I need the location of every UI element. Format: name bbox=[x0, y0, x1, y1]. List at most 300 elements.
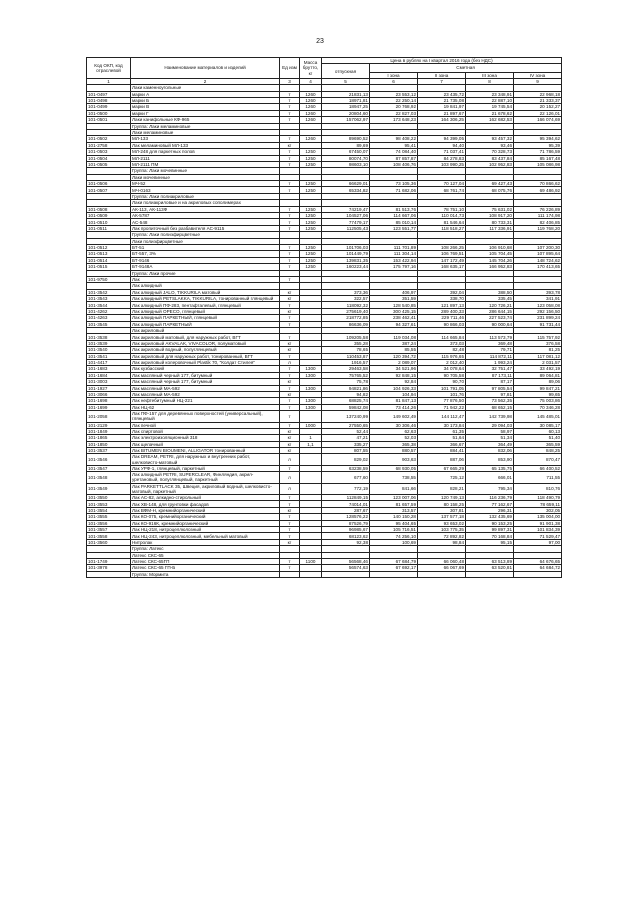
cell-zone-4-price: 95,39 bbox=[514, 142, 562, 148]
cell-zone-2-price: 94,40 bbox=[418, 142, 466, 148]
cell-zone-2-price: 51,64 bbox=[418, 435, 466, 441]
cell-name: МЛ-2111 ПМ bbox=[131, 161, 280, 167]
cell-zone-2-price: 828,21 bbox=[418, 483, 466, 494]
cell-zone-3-price: 87 173,11 bbox=[466, 372, 514, 378]
cell-name: МЧ-0163 bbox=[131, 187, 280, 193]
cell-zone-4-price: 711,55 bbox=[514, 472, 562, 483]
cell-code: 101-3550 bbox=[87, 495, 131, 501]
cell-unit: л bbox=[280, 472, 300, 483]
cell-zone-3-price: 99 897,31 bbox=[466, 527, 514, 533]
cell-zone-1-price: 23 553,12 bbox=[370, 91, 418, 97]
cell-unit: кг bbox=[280, 428, 300, 434]
cell-zone-2-price: 19 841,97 bbox=[418, 104, 466, 110]
cell-zone-2-price: 115 976,65 bbox=[418, 353, 466, 359]
cell-zone-4-price: 2 031,57 bbox=[514, 360, 562, 366]
cell-mass: 1,1 bbox=[300, 441, 322, 447]
cell-unit: кг bbox=[280, 435, 300, 441]
cell-name: Лак алкидный JALO, TIKKURILA матовый bbox=[131, 289, 280, 295]
table-body bbox=[87, 85, 562, 578]
cell-name: Лак спиртовой bbox=[131, 428, 280, 434]
cell-zone-4-price: 89,06 bbox=[514, 379, 562, 385]
cell-code: 101-3547 bbox=[87, 465, 131, 471]
cell-name: Лак масляный черный 177, битумный bbox=[131, 379, 280, 385]
cell-zone-2-price: 289 400,33 bbox=[418, 308, 466, 314]
cell-release-price: 807,55 bbox=[322, 448, 370, 454]
cell-zone-3-price: 65 135,75 bbox=[466, 465, 514, 471]
cell-zone-1-price: 95,41 bbox=[370, 142, 418, 148]
cell-zone-1-price: 74 256,10 bbox=[370, 533, 418, 539]
cell-code: 101-0498 bbox=[87, 97, 131, 103]
cell-zone-2-price: 23 435,72 bbox=[418, 91, 466, 97]
cell-zone-3-price: 114 872,11 bbox=[466, 353, 514, 359]
cell-code: 101-3542 bbox=[87, 289, 131, 295]
cell-unit: т bbox=[280, 465, 300, 471]
cell-zone-3-price: 77 162,67 bbox=[466, 501, 514, 507]
cell-zone-3-price: 63 520,81 bbox=[466, 565, 514, 571]
cell-zone-4-price: 70 346,28 bbox=[514, 404, 562, 410]
page-number: 23 bbox=[316, 38, 324, 45]
cell-zone-3-price bbox=[466, 571, 514, 577]
cell-zone-3-price: 120 726,21 bbox=[466, 302, 514, 308]
cell-zone-2-price: 78 751,10 bbox=[418, 206, 466, 212]
cell-zone-3-price: 106 910,68 bbox=[466, 244, 514, 250]
cell-zone-1-price: 111 701,89 bbox=[370, 244, 418, 250]
cell-zone-3-price: 666,01 bbox=[466, 472, 514, 483]
cell-unit: т bbox=[280, 276, 300, 282]
cell-zone-4-price: 101 834,39 bbox=[514, 527, 562, 533]
table-row bbox=[87, 454, 562, 465]
cell-unit: т bbox=[280, 321, 300, 327]
cell-name: Лак масляный МА-592 bbox=[131, 385, 280, 391]
cell-zone-2-price: 103 990,25 bbox=[418, 161, 466, 167]
cell-zone-4-price: 51,40 bbox=[514, 435, 562, 441]
cell-name: Лаки полиэфирцветные bbox=[131, 238, 280, 244]
cell-unit: т bbox=[280, 334, 300, 340]
cell-zone-2-price: 229 711,46 bbox=[418, 315, 466, 321]
cell-name: БТ-51 bbox=[131, 244, 280, 250]
cell-zone-2-price: 90,70 bbox=[418, 379, 466, 385]
cell-zone-3-price: 335,45 bbox=[466, 296, 514, 302]
cell-zone-3-price: 162 682,53 bbox=[466, 117, 514, 123]
cell-mass: 1260 bbox=[300, 136, 322, 142]
cell-name: Лак алкидный ПАРКЕТНЫЙ, глянцевый bbox=[131, 315, 280, 321]
cell-name: Группа: Лаки меламиновые bbox=[131, 123, 280, 129]
cell-zone-1-price: 52,03 bbox=[370, 435, 418, 441]
table-header bbox=[87, 58, 562, 85]
cell-release-price: 137240,99 bbox=[322, 411, 370, 422]
cell-name: Лаки меламиновые bbox=[131, 129, 280, 135]
header-release: отпускная bbox=[322, 64, 370, 79]
cell-zone-1-price: 100,69 bbox=[370, 539, 418, 545]
cell-unit: т bbox=[280, 97, 300, 103]
table-row bbox=[87, 571, 562, 577]
cell-zone-2-price: 94 399,05 bbox=[418, 136, 466, 142]
cell-release-price: 21831,13 bbox=[322, 91, 370, 97]
cell-release-price: 98603,10 bbox=[322, 161, 370, 167]
cell-unit: т bbox=[280, 136, 300, 142]
cell-zone-3-price: 93,46 bbox=[466, 142, 514, 148]
cell-zone-3-price: 388,50 bbox=[466, 289, 514, 295]
cell-unit: т bbox=[280, 302, 300, 308]
cell-code: 101-4263 bbox=[87, 315, 131, 321]
cell-zone-4-price: 69 486,92 bbox=[514, 187, 562, 193]
cell-zone-1-price: 119 034,08 bbox=[370, 334, 418, 340]
cell-zone-2-price: 121 897,13 bbox=[418, 302, 466, 308]
cell-zone-1-price: 2 089,07 bbox=[370, 360, 418, 366]
cell-zone-4-price: 21 333,37 bbox=[514, 97, 562, 103]
col-index: 5 bbox=[322, 79, 370, 85]
cell-zone-1-price: 87 857,87 bbox=[370, 155, 418, 161]
cell-code: 101-3540 bbox=[87, 347, 131, 353]
cell-zone-1-price: 95 404,65 bbox=[370, 520, 418, 526]
cell-zone-4-price: 99 847,21 bbox=[514, 385, 562, 391]
cell-code: 101-1849 bbox=[87, 428, 131, 434]
cell-release-price: 27550,65 bbox=[322, 422, 370, 428]
cell-code: 101-2058 bbox=[87, 411, 131, 422]
cell-zone-2-price: 307,81 bbox=[418, 507, 466, 513]
cell-zone-1-price: 22 827,03 bbox=[370, 110, 418, 116]
cell-zone-1-price: 387,24 bbox=[370, 340, 418, 346]
cell-zone-4-price: 170 413,65 bbox=[514, 264, 562, 270]
cell-zone-1-price: 111 304,14 bbox=[370, 251, 418, 257]
cell-zone-2-price: 71 942,22 bbox=[418, 404, 466, 410]
cell-zone-3-price: 145 704,26 bbox=[466, 257, 514, 263]
cell-name: Латекс СКС-65 bbox=[131, 552, 280, 558]
cell-unit: т bbox=[280, 104, 300, 110]
cell-name: Лак нефтебитумный НЦ-221 bbox=[131, 398, 280, 404]
cell-zone-4-price: 123 058,08 bbox=[514, 302, 562, 308]
cell-release-price: 322,57 bbox=[322, 296, 370, 302]
cell-zone-3-price: 68 075,76 bbox=[466, 187, 514, 193]
cell-release-price: 18971,81 bbox=[322, 97, 370, 103]
cell-zone-2-price: 90 705,58 bbox=[418, 372, 466, 378]
cell-release-price: 101449,79 bbox=[322, 251, 370, 257]
cell-zone-4-price: 30 085,17 bbox=[514, 422, 562, 428]
cell-unit: кг bbox=[280, 347, 300, 353]
cell-zone-1-price: 140 150,28 bbox=[370, 514, 418, 520]
cell-zone-1-price: 34 521,96 bbox=[370, 366, 418, 372]
cell-zone-2-price: 67 665,29 bbox=[418, 465, 466, 471]
cell-release-price: 29463,58 bbox=[322, 366, 370, 372]
cell-name: Лак щелачный bbox=[131, 441, 280, 447]
cell-unit: т bbox=[280, 385, 300, 391]
cell-unit: т bbox=[280, 110, 300, 116]
cell-name: Лак НЦ-62 bbox=[131, 404, 280, 410]
cell-name: Группа: Латекс bbox=[131, 546, 280, 552]
cell-zone-3-price: 93 457,32 bbox=[466, 136, 514, 142]
cell-code: 101-0497 bbox=[87, 91, 131, 97]
cell-code: 101-4417 bbox=[87, 360, 131, 366]
col-index: 8 bbox=[466, 79, 514, 85]
cell-mass bbox=[300, 483, 322, 494]
col-index: 7 bbox=[418, 79, 466, 85]
cell-code: 101-0502 bbox=[87, 136, 131, 142]
cell-zone-2-price: 72 892,82 bbox=[418, 533, 466, 539]
cell-unit: т bbox=[280, 533, 300, 539]
cell-release-price: 275619,40 bbox=[322, 308, 370, 314]
cell-code: 101-3557 bbox=[87, 527, 131, 533]
cell-zone-1-price: 175 797,16 bbox=[370, 264, 418, 270]
cell-zone-4-price: 135 004,00 bbox=[514, 514, 562, 520]
cell-unit: т bbox=[280, 501, 300, 507]
cell-code: 101-4262 bbox=[87, 308, 131, 314]
cell-code: 101-1749 bbox=[87, 559, 131, 565]
cell-name: Лак акриловый bbox=[131, 328, 280, 334]
cell-name: Группа: Лаки полиэфирцветные bbox=[131, 232, 280, 238]
cell-code: 101-0515 bbox=[87, 264, 131, 270]
cell-zone-1-price: 67 684,79 bbox=[370, 559, 418, 565]
cell-zone-2-price bbox=[418, 571, 466, 577]
cell-zone-3-price: 296,31 bbox=[466, 507, 514, 513]
cell-name: марки А bbox=[131, 91, 280, 97]
cell-zone-4-price: 22 968,18 bbox=[514, 91, 562, 97]
cell-code: 101-3544 bbox=[87, 302, 131, 308]
cell-code: 101-1850 bbox=[87, 441, 131, 447]
cell-unit: т bbox=[280, 372, 300, 378]
cell-unit: т bbox=[280, 244, 300, 250]
cell-unit: кг bbox=[280, 448, 300, 454]
cell-zone-4-price: 292 156,50 bbox=[514, 308, 562, 314]
cell-zone-1-price: 73 414,26 bbox=[370, 404, 418, 410]
cell-mass bbox=[300, 571, 322, 577]
cell-mass bbox=[300, 454, 322, 465]
cell-name: Лак печной bbox=[131, 422, 280, 428]
cell-zone-3-price: 97,81 bbox=[466, 391, 514, 397]
cell-mass: 1250 bbox=[300, 187, 322, 193]
col-index: 6 bbox=[370, 79, 418, 85]
cell-zone-4-price: 870,47 bbox=[514, 454, 562, 465]
cell-zone-1-price: 173 648,23 bbox=[370, 117, 418, 123]
cell-zone-1-price: 120 394,72 bbox=[370, 353, 418, 359]
cell-code: 101-0508 bbox=[87, 206, 131, 212]
cell-release-price: 78,65 bbox=[322, 347, 370, 353]
cell-zone-3-price: 79,71 bbox=[466, 347, 514, 353]
cell-zone-3-price: 95,15 bbox=[466, 539, 514, 545]
cell-zone-2-price: 366,67 bbox=[418, 441, 466, 447]
cell-name: БТ-557, 3% bbox=[131, 251, 280, 257]
col-index: 4 bbox=[300, 79, 322, 85]
cell-zone-3-price: 108 917,20 bbox=[466, 213, 514, 219]
cell-zone-3-price: 87,17 bbox=[466, 379, 514, 385]
cell-zone-4-price: 105 086,98 bbox=[514, 161, 562, 167]
cell-name: Лаки полиакриловые и на акриловых сополимерах bbox=[131, 200, 280, 206]
cell-zone-1-price: 406,97 bbox=[370, 289, 418, 295]
cell-unit: т bbox=[280, 404, 300, 410]
cell-zone-3-price: 23 348,91 bbox=[466, 91, 514, 97]
table-row bbox=[87, 472, 562, 483]
cell-zone-4-price: 107 895,64 bbox=[514, 251, 562, 257]
cell-mass: 1250 bbox=[300, 206, 322, 212]
cell-zone-3-price: 63 513,89 bbox=[466, 559, 514, 565]
cell-zone-4-price: 91 901,38 bbox=[514, 520, 562, 526]
cell-release-price: 112849,15 bbox=[322, 495, 370, 501]
cell-name: Лак алкидный OPECO, глянцевый bbox=[131, 308, 280, 314]
cell-code: 101-1699 bbox=[87, 404, 131, 410]
cell-name: Лак акриловый водный, полуглянцевый bbox=[131, 347, 280, 353]
cell-name: Лак пропиточный без разбавителя АС-9115 bbox=[131, 225, 280, 231]
cell-name: Лак BITUMEN BIOUMENI, ALLIGATOR тонированный bbox=[131, 448, 280, 454]
cell-zone-2-price: 120 749,13 bbox=[418, 495, 466, 501]
cell-zone-2-price: 373,03 bbox=[418, 340, 466, 346]
cell-zone-2-price: 118 518,27 bbox=[418, 225, 466, 231]
cell-unit: л bbox=[280, 360, 300, 366]
cell-release-price: 66629,01 bbox=[322, 181, 370, 187]
cell-release-price: 77479,17 bbox=[322, 219, 370, 225]
cell-zone-3-price: 286 644,15 bbox=[466, 308, 514, 314]
cell-release-price: 118092,32 bbox=[322, 302, 370, 308]
cell-name: Нитролак bbox=[131, 539, 280, 545]
cell-zone-4-price: 91 731,44 bbox=[514, 321, 562, 327]
cell-release-price: 47,21 bbox=[322, 435, 370, 441]
cell-zone-1-price: 128 540,85 bbox=[370, 302, 418, 308]
cell-zone-3-price: 32 751,47 bbox=[466, 366, 514, 372]
cell-name: Латекс СКС-65ГП bbox=[131, 559, 280, 565]
cell-zone-4-price: 75 003,86 bbox=[514, 398, 562, 404]
cell-unit: т bbox=[280, 411, 300, 422]
cell-zone-2-price: 71 037,41 bbox=[418, 149, 466, 155]
cell-code: 101-0501 bbox=[87, 117, 131, 123]
cell-name: АК-113, АК-113Ф bbox=[131, 206, 280, 212]
cell-zone-4-price: 20 152,27 bbox=[514, 104, 562, 110]
cell-zone-4-price: 64 684,72 bbox=[514, 565, 562, 571]
cell-release-price: 67450,07 bbox=[322, 149, 370, 155]
cell-unit: т bbox=[280, 181, 300, 187]
cell-name: БТ-9146 bbox=[131, 257, 280, 263]
cell-zone-1-price: 20 768,92 bbox=[370, 104, 418, 110]
cell-release-price: 80074,70 bbox=[322, 155, 370, 161]
cell-zone-1-price: 30 306,46 bbox=[370, 422, 418, 428]
cell-code: 101-3546 bbox=[87, 454, 131, 465]
cell-zone-2-price: 81 546,64 bbox=[418, 219, 466, 225]
cell-zone-1-price: 365,38 bbox=[370, 441, 418, 447]
cell-unit: т bbox=[280, 91, 300, 97]
col-index: 3 bbox=[280, 79, 300, 85]
cell-mass: 1250 bbox=[300, 219, 322, 225]
cell-release-price: 677,60 bbox=[322, 472, 370, 483]
cell-name: Лак АС-82, алкидно-стирольный bbox=[131, 495, 280, 501]
cell-unit: кг bbox=[280, 441, 300, 447]
cell-zone-1-price: 149 602,49 bbox=[370, 411, 418, 422]
cell-name: марки Г bbox=[131, 110, 280, 116]
cell-name: МЛ-248 для паркетных полов bbox=[131, 149, 280, 155]
cell-zone-4-price: 118 490,79 bbox=[514, 495, 562, 501]
cell-zone-4-price: 231 899,24 bbox=[514, 315, 562, 321]
cell-zone-2-price: 84 278,83 bbox=[418, 155, 466, 161]
cell-zone-2-price: 90 866,03 bbox=[418, 321, 466, 327]
cell-name: БТ-9148А bbox=[131, 264, 280, 270]
cell-zone-1-price: 841,66 bbox=[370, 483, 418, 494]
cell-release-price: 373,36 bbox=[322, 289, 370, 295]
cell-zone-4-price: 393,78 bbox=[514, 289, 562, 295]
cell-zone-1-price: 313,57 bbox=[370, 507, 418, 513]
cell-mass bbox=[300, 472, 322, 483]
cell-zone-3-price: 102 952,83 bbox=[466, 161, 514, 167]
cell-unit: л bbox=[280, 454, 300, 465]
cell-unit bbox=[280, 571, 300, 577]
cell-release-price: 94821,86 bbox=[322, 385, 370, 391]
cell-name: Лак электроизоляционный 318 bbox=[131, 435, 280, 441]
cell-zone-3-price: 369,48 bbox=[466, 340, 514, 346]
cell-name: АК-5787 bbox=[131, 213, 280, 219]
cell-zone-2-price: 725,12 bbox=[418, 472, 466, 483]
cell-name: Лак акриловый AKVALAK, VIVACOLOR, полуматовый bbox=[131, 340, 280, 346]
cell-zone-2-price: 34 078,64 bbox=[418, 366, 466, 372]
cell-name: Лак алкидный PETRI, SUPERCLEAR, Финляндия, акрил-уретановый, полуглянцевый, паркетный bbox=[131, 472, 280, 483]
cell-release-price: 68123,62 bbox=[322, 533, 370, 539]
cell-mass: 1300 bbox=[300, 398, 322, 404]
cell-unit: т bbox=[280, 257, 300, 263]
cell-mass: 1300 bbox=[300, 404, 322, 410]
cell-release-price: 75765,52 bbox=[322, 372, 370, 378]
cell-release-price: 59842,08 bbox=[322, 404, 370, 410]
cell-release-price: 139831,35 bbox=[322, 257, 370, 263]
cell-release-price: 96985,67 bbox=[322, 527, 370, 533]
cell-release-price: 110453,87 bbox=[322, 353, 370, 359]
cell-code: 101-3066 bbox=[87, 391, 131, 397]
cell-zone-2-price: 887,06 bbox=[418, 454, 466, 465]
table-row bbox=[87, 483, 562, 494]
cell-zone-4-price: 64 676,65 bbox=[514, 559, 562, 565]
cell-zone-3-price: 142 739,98 bbox=[466, 411, 514, 422]
cell-name: Лак алкидный bbox=[131, 283, 280, 289]
cell-name: марки В bbox=[131, 104, 280, 110]
cell-zone-3-price: 51,34 bbox=[466, 435, 514, 441]
cell-zone-1-price bbox=[370, 571, 418, 577]
cell-zone-4-price: 302,05 bbox=[514, 507, 562, 513]
cell-zone-1-price: 92,84 bbox=[370, 379, 418, 385]
cell-unit: кг bbox=[280, 507, 300, 513]
cell-mass: 1250 bbox=[300, 213, 322, 219]
cell-zone-3-price: 69 427,43 bbox=[466, 181, 514, 187]
cell-zone-3-price: 105 704,45 bbox=[466, 251, 514, 257]
header-price-title: Цена в рублях на I квартал 2016 года (без НДС) bbox=[322, 58, 562, 64]
cell-zone-4-price: 365,59 bbox=[514, 441, 562, 447]
cell-zone-2-price: 110 014,73 bbox=[418, 213, 466, 219]
cell-name: Лаки мочевинные bbox=[131, 174, 280, 180]
cell-zone-4-price bbox=[514, 571, 562, 577]
cell-zone-4-price: 99,65 bbox=[514, 391, 562, 397]
cell-code: 101-1865 bbox=[87, 435, 131, 441]
cell-code: 101-0512 bbox=[87, 244, 131, 250]
cell-release-price: 287,67 bbox=[322, 507, 370, 513]
cell-mass: 1250 bbox=[300, 181, 322, 187]
cell-name: Лак алкидный ПФ-283, пентафталевый, глянцевый bbox=[131, 302, 280, 308]
cell-name: Лак масляный МА-592 bbox=[131, 391, 280, 397]
cell-zone-2-price: 103 775,35 bbox=[418, 527, 466, 533]
cell-zone-1-price: 903,63 bbox=[370, 454, 418, 465]
cell-zone-4-price: 810,76 bbox=[514, 483, 562, 494]
cell-release-price: 92,38 bbox=[322, 539, 370, 545]
cell-name: Лак акриловый для наружных работ, тонированный, ВГТ bbox=[131, 353, 280, 359]
cell-zone-2-price: 61,35 bbox=[418, 428, 466, 434]
cell-code: 101-3553 bbox=[87, 501, 131, 507]
cell-name: Лак НЦ-218, нитроцеллюлозный bbox=[131, 527, 280, 533]
cell-unit: т bbox=[280, 149, 300, 155]
cell-zone-4-price: 376,58 bbox=[514, 340, 562, 346]
cell-code: 101-3554 bbox=[87, 507, 131, 513]
cell-zone-1-price: 92 848,15 bbox=[370, 372, 418, 378]
cell-code: 101-0499 bbox=[87, 104, 131, 110]
cell-name: Группа: Лаки полиакриловые bbox=[131, 193, 280, 199]
cell-name: Лаки каменноугольные bbox=[131, 85, 280, 91]
header-zone-4: IV зона bbox=[514, 72, 562, 78]
cell-release-price: 86636,09 bbox=[322, 321, 370, 327]
cell-zone-3-price: 19 745,54 bbox=[466, 104, 514, 110]
cell-code: 101-0507 bbox=[87, 187, 131, 193]
cell-zone-3-price: 58,97 bbox=[466, 428, 514, 434]
cell-unit: кг bbox=[280, 289, 300, 295]
cell-code: 101-2758 bbox=[87, 142, 131, 148]
